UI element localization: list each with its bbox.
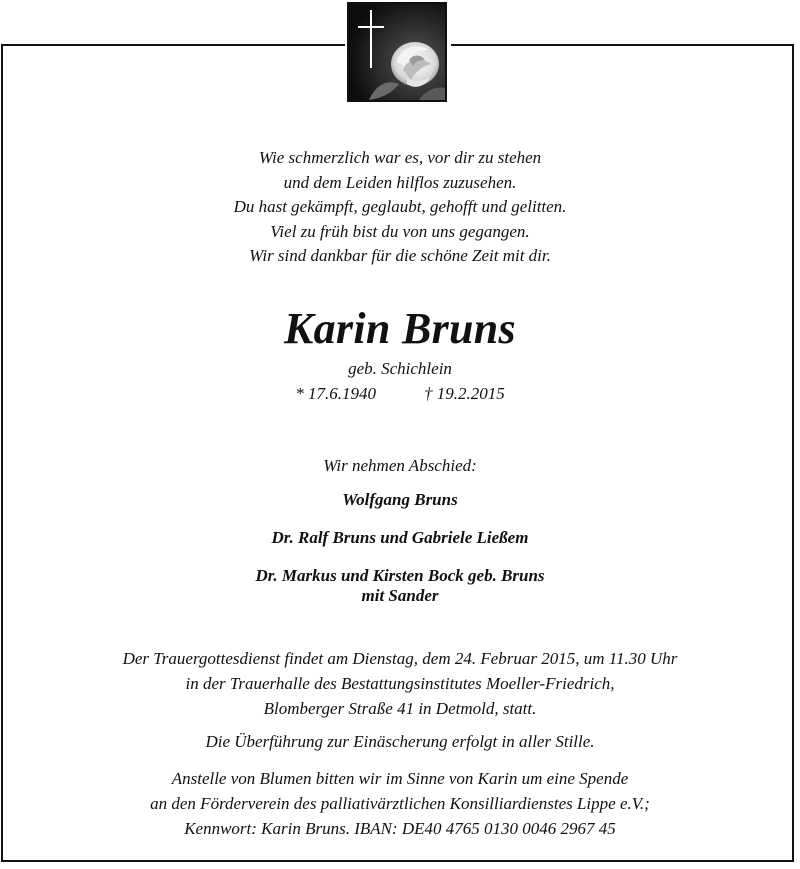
death-date: † 19.2.2015	[424, 384, 505, 403]
donation-line: Anstelle von Blumen bitten wir im Sinne von Karin um eine Spende	[171, 769, 629, 788]
emblem-artwork	[349, 4, 445, 100]
mourner-group	[0, 566, 800, 606]
mourner-name: Dr. Ralf Bruns und Gabriele Ließem	[271, 528, 529, 547]
poem-line: Wir sind dankbar für die schöne Zeit mit dir.	[249, 246, 551, 266]
emblem-image	[347, 2, 447, 102]
mourner-addendum: mit Sander	[361, 586, 439, 605]
transfer-note: Die Überführung zur Einäscherung erfolgt in aller Stille.	[205, 732, 595, 751]
donation-request	[0, 766, 800, 841]
poem-line: Viel zu früh bist du von uns gegangen.	[270, 221, 530, 241]
service-info	[0, 646, 800, 721]
poem	[0, 146, 800, 269]
mourner-name: Wolfgang Bruns	[342, 490, 458, 509]
service-line: Der Trauergottesdienst findet am Dienstag, dem 24. Februar 2015, um 11.30 Uhr	[122, 649, 678, 668]
donation-line: an den Förderverein des palliativärztlichen Konsilliardienstes Lippe e.V.;	[150, 794, 650, 813]
emblem	[345, 0, 451, 106]
poem-line: Du hast gekämpft, geglaubt, gehofft und gelitten.	[233, 197, 567, 217]
poem-line: und dem Leiden hilflos zuzusehen.	[283, 172, 517, 192]
maiden-name: geb. Schichlein	[348, 359, 452, 378]
deceased-name: Karin Bruns	[283, 304, 516, 353]
service-line: in der Trauerhalle des Bestattungsinstitutes Moeller-Friedrich,	[185, 674, 615, 693]
poem-line: Wie schmerzlich war es, vor dir zu stehen	[258, 148, 542, 167]
donation-line: Kennwort: Karin Bruns. IBAN: DE40 4765 0130 0046 2967 45	[184, 819, 616, 838]
birth-date: * 17.6.1940	[295, 384, 376, 403]
mourner-name: Dr. Markus und Kirsten Bock geb. Bruns	[255, 566, 545, 585]
farewell-intro: Wir nehmen Abschied:	[323, 456, 477, 475]
service-line: Blomberger Straße 41 in Detmold, statt.	[263, 699, 537, 718]
life-dates	[0, 383, 800, 405]
